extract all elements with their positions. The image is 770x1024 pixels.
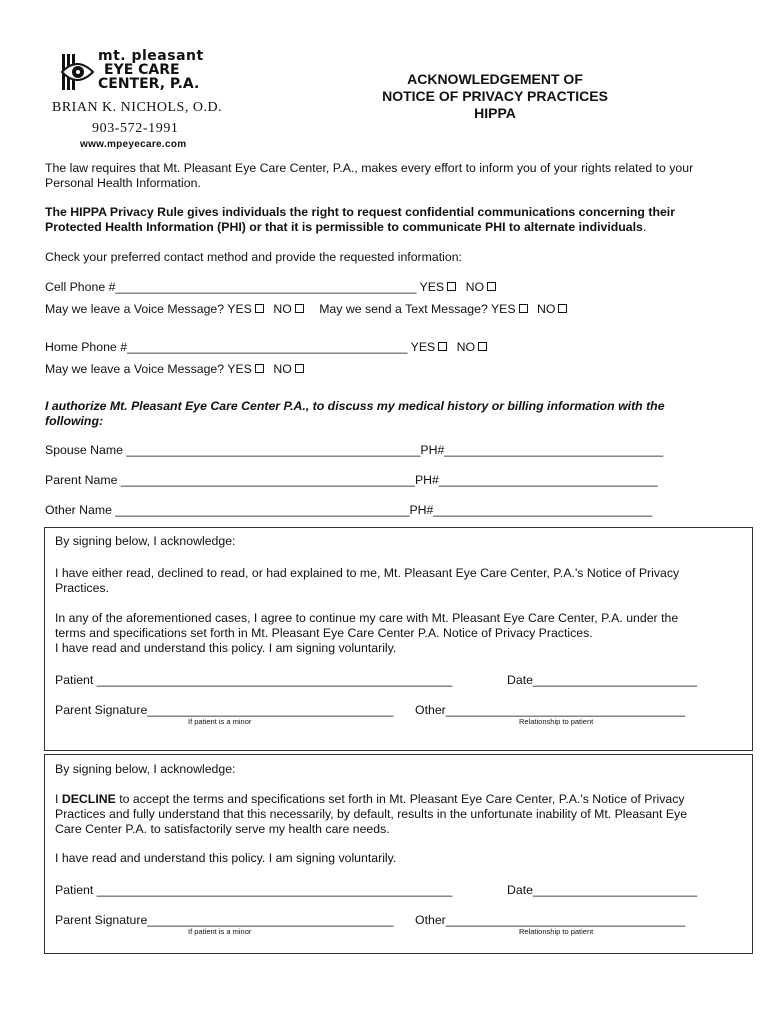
box2-decline-line-3: Care Center P.A. to satisfactorily serve my health care needs. bbox=[55, 822, 390, 836]
decline-acknowledgement-box bbox=[44, 754, 753, 954]
logo-text-line1: mt. pleasant bbox=[98, 48, 204, 64]
privacy-rule-paragraph bbox=[45, 205, 675, 235]
box2-voluntary-statement: I have read and understand this policy. I am signing voluntarily. bbox=[55, 851, 397, 865]
home-no-label: NO bbox=[456, 340, 476, 354]
home-voice-no-checkbox[interactable] bbox=[295, 364, 304, 373]
box1-other-field[interactable]: Other___________________________________ bbox=[415, 703, 686, 717]
cell-text-label: May we send a Text Message? YES bbox=[319, 302, 516, 316]
box1-agree-line-3: I have read and understand this policy. I am signing voluntarily. bbox=[55, 641, 397, 655]
box1-parent-signature-field[interactable]: Parent Signature____________________________________ bbox=[55, 703, 394, 717]
home-phone-field[interactable]: Home Phone #_________________________________________ YES bbox=[45, 340, 436, 354]
box1-agree-line-2: terms and specifications set forth in Mt. Pleasant Eye Care Center P.A. Notice of Privacy Practices. bbox=[55, 626, 593, 640]
authorize-line-1: I authorize Mt. Pleasant Eye Care Center P.A., to discuss my medical history or billing information with the bbox=[45, 399, 665, 413]
cell-voice-label: May we leave a Voice Message? YES bbox=[45, 302, 252, 316]
box1-minor-caption: If patient is a minor bbox=[188, 717, 252, 726]
cell-no-label: NO bbox=[465, 280, 485, 294]
title-line-2: NOTICE OF PRIVACY PRACTICES bbox=[382, 88, 608, 104]
authorize-line-2: following: bbox=[45, 414, 104, 428]
cell-phone-field[interactable]: Cell Phone #____________________________________________ YES bbox=[45, 280, 445, 294]
rule-line-1: The HIPPA Privacy Rule gives individuals the right to request confidential communications concerning their bbox=[45, 205, 675, 219]
cell-yes-checkbox[interactable] bbox=[447, 282, 456, 291]
document-title bbox=[340, 71, 650, 122]
box2-decline-prefix: I bbox=[55, 792, 62, 806]
intro-line-2: Personal Health Information. bbox=[45, 176, 201, 190]
box1-read-line-1: I have either read, declined to read, or had explained to me, Mt. Pleasant Eye Care Center, P.A.'s Notice of Privacy bbox=[55, 566, 680, 580]
box2-patient-field[interactable]: Patient ____________________________________________________ bbox=[55, 883, 453, 897]
cell-text-no-checkbox[interactable] bbox=[558, 304, 567, 313]
cell-text-no-label: NO bbox=[537, 302, 556, 316]
box1-relationship-caption: Relationship to patient bbox=[519, 717, 594, 726]
practice-phone: 903-572-1991 bbox=[92, 121, 179, 136]
spouse-name-field[interactable]: Spouse Name ___________________________________________PH#________________________________ bbox=[45, 443, 664, 457]
cell-phone-row bbox=[45, 280, 496, 295]
box1-read-line-2: Practices. bbox=[55, 581, 109, 595]
box2-parent-signature-field[interactable]: Parent Signature____________________________________ bbox=[55, 913, 394, 927]
box1-patient-field[interactable]: Patient ____________________________________________________ bbox=[55, 673, 453, 687]
box2-decline-line-2: Practices and fully understand that this necessarily, by default, results in the unfortunate inability of Mt. Pleasant Eye bbox=[55, 807, 688, 821]
home-voice-label: May we leave a Voice Message? YES bbox=[45, 362, 252, 376]
home-voice-no-label: NO bbox=[273, 362, 292, 376]
home-phone-row bbox=[45, 340, 487, 355]
contact-instruction: Check your preferred contact method and provide the requested information: bbox=[45, 250, 462, 264]
intro-line-1: The law requires that Mt. Pleasant Eye Care Center, P.A., makes every effort to inform you of your rights related to your bbox=[45, 161, 694, 175]
box1-heading: By signing below, I acknowledge: bbox=[55, 534, 236, 548]
practice-website: www.mpeyecare.com bbox=[80, 139, 187, 150]
cell-voice-no-label: NO bbox=[273, 302, 292, 316]
title-line-1: ACKNOWLEDGEMENT OF bbox=[407, 71, 583, 87]
box2-heading: By signing below, I acknowledge: bbox=[55, 762, 236, 776]
box1-read-statement bbox=[55, 566, 679, 596]
title-line-3: HIPPA bbox=[474, 105, 516, 121]
cell-voice-no-checkbox[interactable] bbox=[295, 304, 304, 313]
eye-logo-icon bbox=[60, 50, 94, 94]
home-voice-yes-checkbox[interactable] bbox=[255, 364, 264, 373]
intro-paragraph bbox=[45, 161, 693, 191]
box2-date-field[interactable]: Date________________________ bbox=[507, 883, 698, 897]
cell-text-yes-checkbox[interactable] bbox=[519, 304, 528, 313]
box2-other-field[interactable]: Other___________________________________ bbox=[415, 913, 686, 927]
cell-voice-yes-checkbox[interactable] bbox=[255, 304, 264, 313]
authorization-statement bbox=[45, 399, 665, 429]
doctor-name: BRIAN K. NICHOLS, O.D. bbox=[52, 100, 223, 115]
box2-decline-line-1: to accept the terms and specifications set forth in Mt. Pleasant Eye Care Center, P.A.'s Notice of Privacy bbox=[115, 792, 685, 806]
rule-period: . bbox=[642, 220, 647, 234]
home-yes-checkbox[interactable] bbox=[438, 342, 447, 351]
cell-message-row bbox=[45, 302, 567, 317]
rule-line-2: Protected Health Information (PHI) or that it is permissible to communicate PHI to alternate individuals bbox=[45, 220, 643, 234]
home-message-row bbox=[45, 362, 304, 377]
parent-name-field[interactable]: Parent Name ___________________________________________PH#________________________________ bbox=[45, 473, 658, 487]
cell-no-checkbox[interactable] bbox=[487, 282, 496, 291]
box1-agree-statement bbox=[55, 611, 678, 656]
logo-text-line2: EYE CARE bbox=[104, 62, 180, 78]
box2-decline-statement bbox=[55, 792, 687, 837]
box1-date-field[interactable]: Date________________________ bbox=[507, 673, 698, 687]
accept-acknowledgement-box bbox=[44, 527, 753, 751]
box2-relationship-caption: Relationship to patient bbox=[519, 927, 594, 936]
box2-decline-keyword: DECLINE bbox=[61, 792, 116, 806]
box1-agree-line-1: In any of the aforementioned cases, I agree to continue my care with Mt. Pleasant Eye Care Center, P.A. under the bbox=[55, 611, 679, 625]
logo-text-line3: CENTER, P.A. bbox=[98, 76, 200, 92]
box2-minor-caption: If patient is a minor bbox=[188, 927, 252, 936]
other-name-field[interactable]: Other Name ___________________________________________PH#________________________________ bbox=[45, 503, 653, 517]
home-no-checkbox[interactable] bbox=[478, 342, 487, 351]
